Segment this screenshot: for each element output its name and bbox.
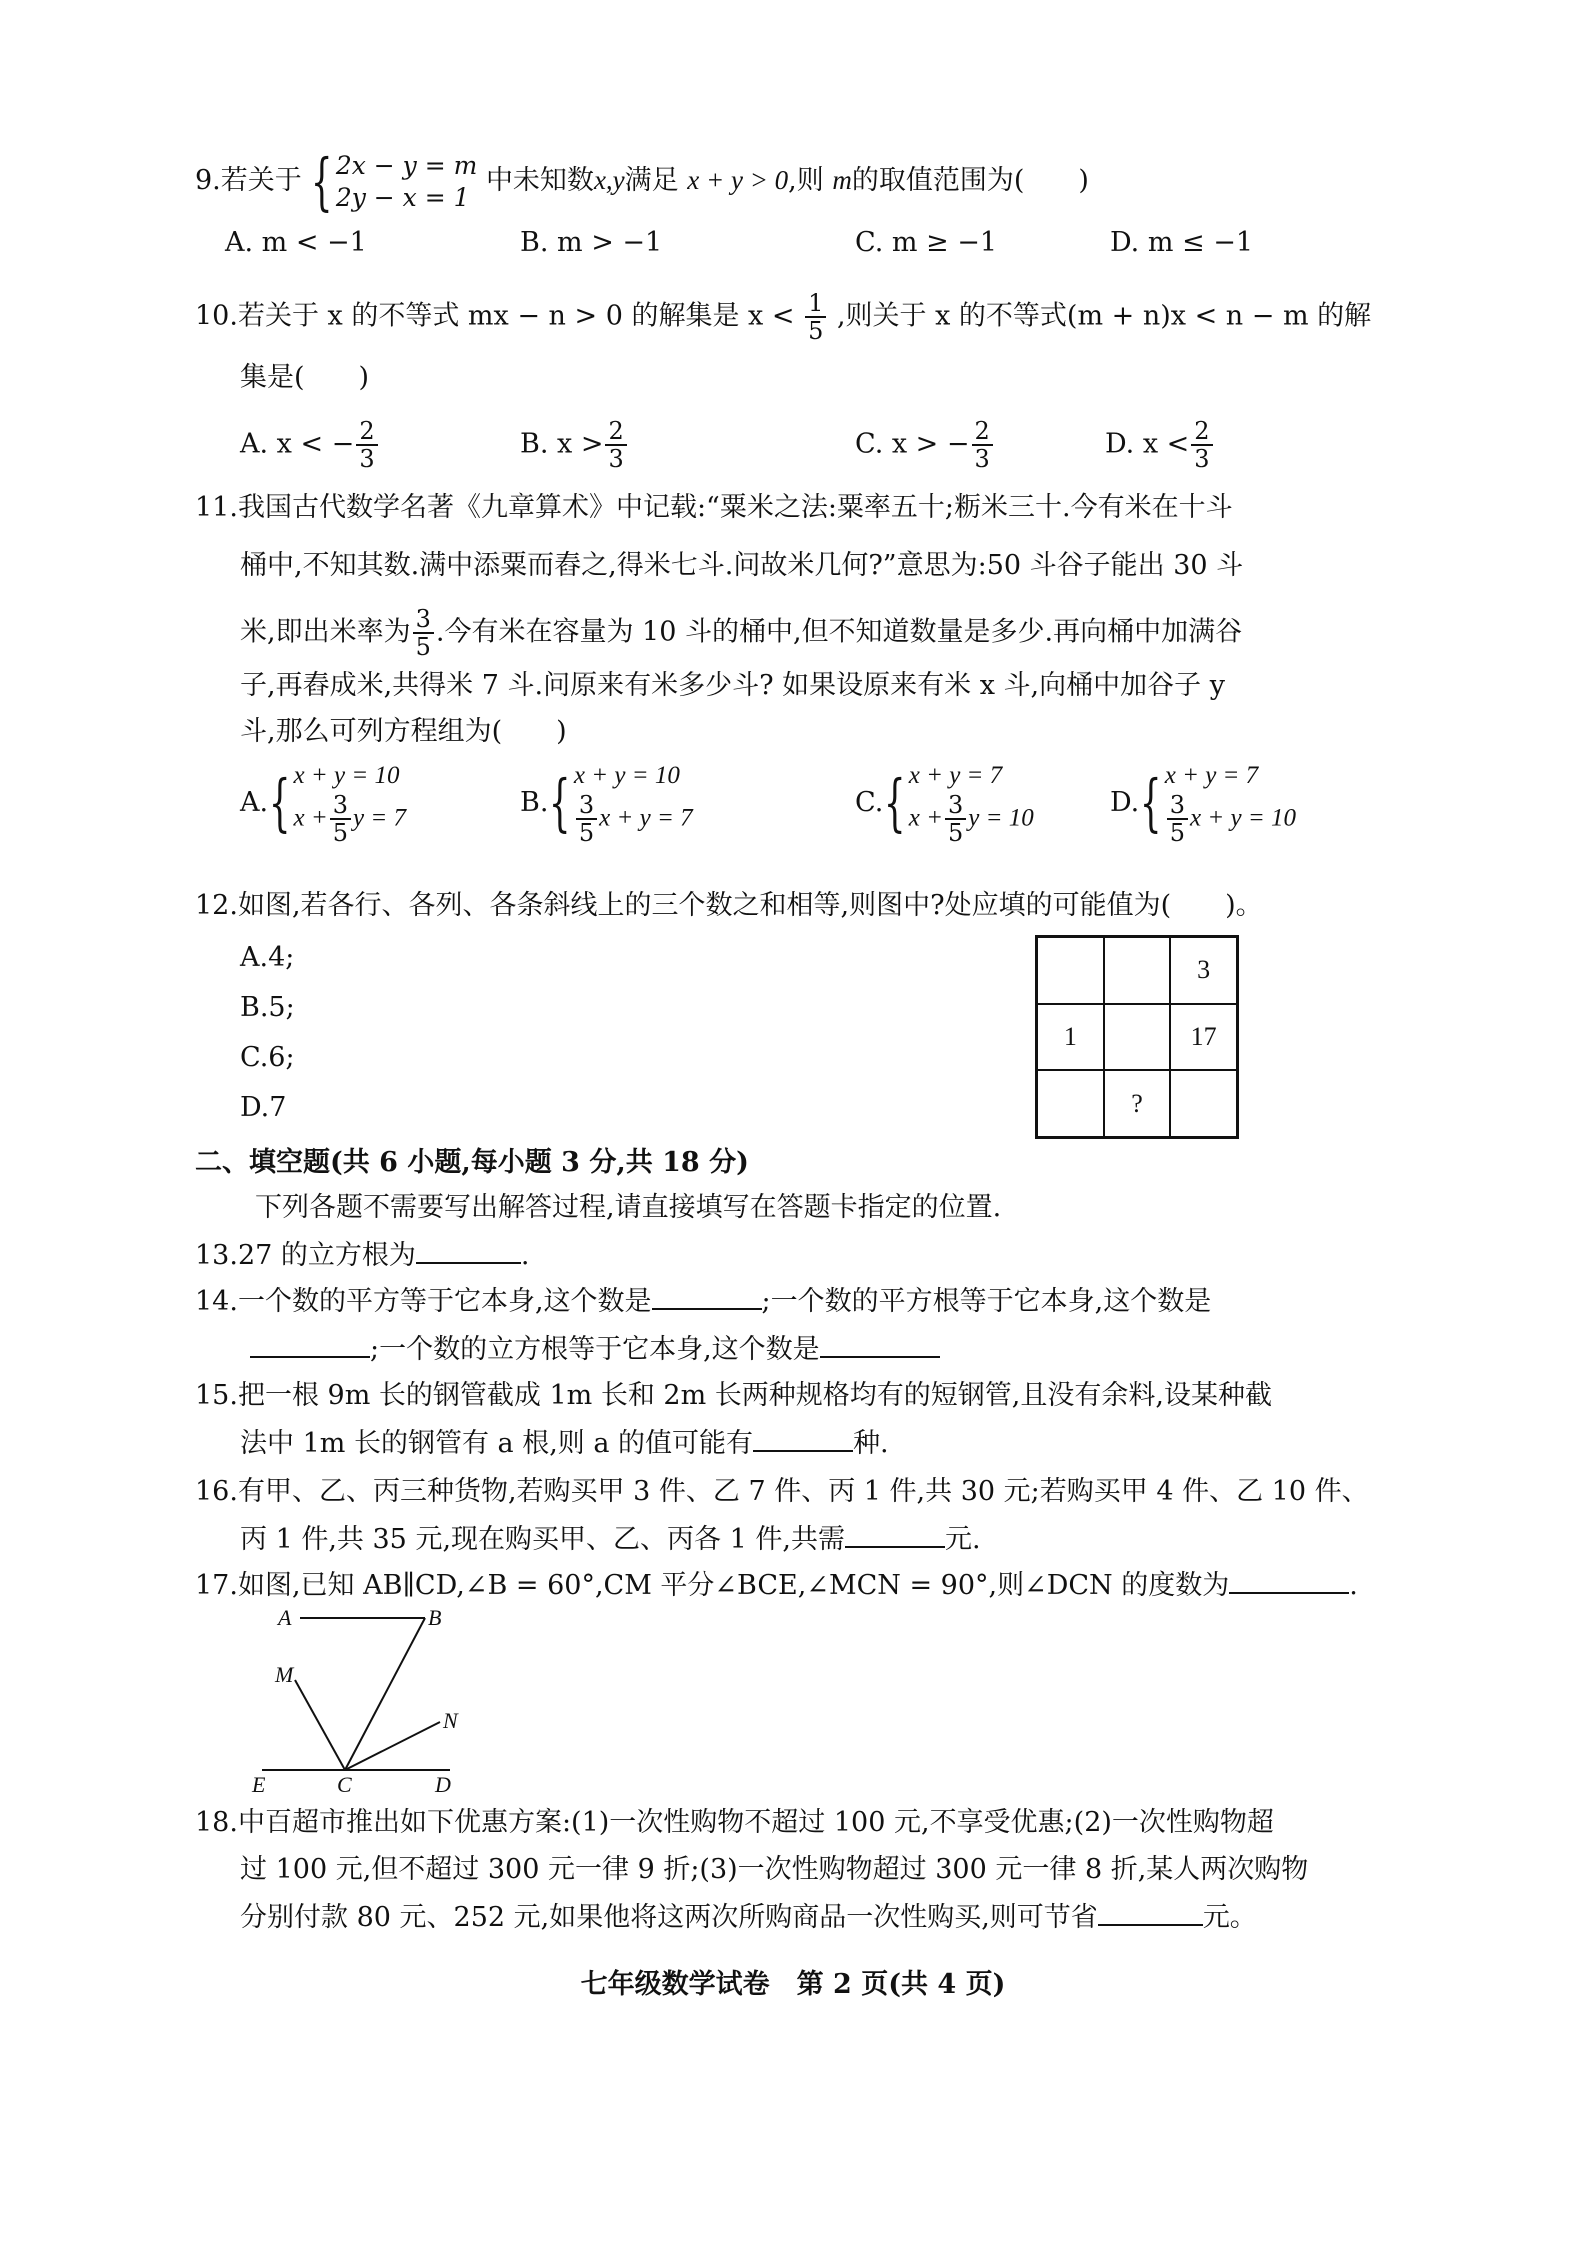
- q12-option-d: D.7: [240, 1092, 287, 1123]
- frac-den: 3: [359, 445, 375, 473]
- opt-frac: [605, 418, 626, 472]
- question-14-line2: [250, 1330, 940, 1368]
- q9-condition: x + y > 0: [687, 165, 789, 195]
- row2b: y = 7: [353, 804, 407, 832]
- q9-text3: 满足: [624, 165, 679, 196]
- q10-option-b: [520, 418, 629, 472]
- q9-text2: 中未知数: [485, 165, 594, 196]
- grid-cell: [1104, 937, 1171, 1004]
- row2b: x + y = 7: [599, 804, 693, 832]
- question-11-line3: [240, 606, 1242, 660]
- question-15-line1: 15.把一根 9m 长的钢管截成 1m 长和 2m 长两种规格均有的短钢管,且没有余料,设某种截: [195, 1380, 1272, 1411]
- q18-text-b: 元。: [1202, 1902, 1257, 1933]
- frac-num: 2: [1191, 418, 1212, 446]
- question-11-line1: 11.我国古代数学名著《九章算术》中记载:“粟米之法:粟率五十;粝米三十.今有米在十斗: [195, 492, 1233, 523]
- q9-option-d: D. m ≤ −1: [1110, 227, 1254, 258]
- q9-system: { 2x − y = m 2y − x = 1: [311, 144, 478, 218]
- frac-den: 3: [1194, 445, 1210, 473]
- q11-option-c: C. { x + y = 7 x + $\frac{3}{5}$ y = 10: [855, 762, 1034, 847]
- q12-option-b: B.5;: [240, 992, 295, 1023]
- question-14-line1: [195, 1282, 1211, 1320]
- answer-blank[interactable]: [250, 1330, 370, 1358]
- opt-label: B.: [520, 787, 549, 818]
- q17-end: .: [1349, 1570, 1358, 1601]
- q12-option-c: C.6;: [240, 1042, 295, 1073]
- frac-den: 3: [608, 445, 624, 473]
- frac-den: 3: [974, 445, 990, 473]
- frac-den: 5: [578, 819, 595, 847]
- frac-num: 3: [330, 792, 351, 820]
- q14-text-b: ;一个数的平方根等于它本身,这个数是: [761, 1286, 1212, 1317]
- label-B: B: [428, 1605, 442, 1630]
- q9-suffix: 的取值范围为( ): [851, 165, 1089, 196]
- q9-option-b: B. m > −1: [520, 227, 663, 258]
- segment-CB: [345, 1618, 425, 1770]
- frac-den: 5: [332, 819, 349, 847]
- q15-text-b: 种.: [853, 1428, 889, 1459]
- question-18-line1: 18.中百超市推出如下优惠方案:(1)一次性购物不超过 100 元,不享受优惠;(2)一次性购物超: [195, 1807, 1274, 1838]
- question-10: [195, 290, 1371, 344]
- question-13: [195, 1236, 529, 1274]
- answer-blank[interactable]: [845, 1520, 945, 1548]
- q10-fraction: [805, 290, 826, 344]
- q9-option-a: A. m < −1: [225, 227, 367, 258]
- frac-den: 5: [947, 819, 964, 847]
- answer-blank[interactable]: [1229, 1566, 1349, 1594]
- row1: x + y = 10: [573, 762, 680, 789]
- question-11-line2: 桶中,不知其数.满中添粟而舂之,得米七斗.问故米几何?”意思为:50 斗谷子能出 30 斗: [240, 550, 1244, 581]
- grid-cell: 1: [1037, 1004, 1104, 1071]
- row1: x + y = 10: [293, 762, 400, 789]
- q11-text3b: .今有米在容量为 10 斗的桶中,但不知道数量是多少.再向桶中加满谷: [435, 616, 1243, 648]
- row1: x + y = 7: [908, 762, 1003, 789]
- frac-num: 2: [972, 418, 993, 446]
- ray-CN: [345, 1722, 440, 1770]
- grid-cell: ?: [1104, 1070, 1171, 1137]
- opt-label: B. x >: [520, 428, 604, 460]
- row2a: x +: [908, 804, 943, 832]
- q9-eq1: 2x − y = m: [335, 150, 478, 180]
- q10-option-a: [240, 418, 380, 472]
- frac-num: 3: [576, 792, 597, 820]
- q9-text4: ,则: [788, 165, 824, 196]
- question-11-line4: 子,再舂成米,共得米 7 斗.问原来有米多少斗? 如果设原来有米 x 斗,向桶中加谷子 y: [240, 670, 1225, 701]
- q9-option-c: C. m ≥ −1: [855, 227, 998, 258]
- q10-option-d: [1105, 418, 1215, 472]
- opt-label: D.: [1110, 787, 1140, 818]
- question-16-line1: 16.有甲、乙、丙三种货物,若购买甲 3 件、乙 7 件、丙 1 件,共 30 元;若购买甲 4 件、乙 10 件、: [195, 1476, 1369, 1507]
- opt-label: A. x < −: [240, 428, 355, 460]
- frac-num: 3: [945, 792, 966, 820]
- frac-num: 2: [605, 418, 626, 446]
- question-15-line2: [240, 1424, 889, 1462]
- section-2-title: 二、填空题(共 6 小题,每小题 3 分,共 18 分): [195, 1147, 749, 1178]
- frac-num: 3: [1167, 792, 1188, 820]
- q11-option-d: D. { x + y = 7 $\frac{3}{5}$ x + y = 10: [1110, 762, 1296, 847]
- question-12: 12.如图,若各行、各列、各条斜线上的三个数之和相等,则图中?处应填的可能值为( )。: [195, 890, 1263, 921]
- q13-text: 13.27 的立方根为: [195, 1240, 416, 1271]
- label-A: A: [278, 1605, 292, 1630]
- grid-cell: [1037, 1070, 1104, 1137]
- q12-option-a: A.4;: [240, 942, 295, 973]
- row2b: y = 10: [968, 804, 1034, 832]
- q16-text-a: 丙 1 件,共 35 元,现在购买甲、乙、丙各 1 件,共需: [240, 1524, 845, 1555]
- label-E: E: [252, 1772, 266, 1797]
- opt-label: D. x <: [1105, 428, 1190, 460]
- frac-den: 5: [1169, 819, 1186, 847]
- grid-cell: [1170, 1070, 1237, 1137]
- q11-option-b: B. { x + y = 10 $\frac{3}{5}$ x + y = 7: [520, 762, 693, 847]
- q9-eq2: 2y − x = 1: [335, 182, 470, 212]
- question-18-line2: 过 100 元,但不超过 300 元一律 9 折;(3)一次性购物超过 300 元一律 8 折,某人两次购物: [240, 1854, 1309, 1885]
- q9-m: m: [832, 165, 852, 195]
- frac-num: 1: [805, 290, 826, 318]
- grid-cell: 3: [1170, 937, 1237, 1004]
- question-16-line2: [240, 1520, 981, 1558]
- label-N: N: [443, 1708, 458, 1733]
- q16-text-b: 元.: [944, 1524, 981, 1555]
- answer-blank[interactable]: [753, 1424, 853, 1452]
- opt-frac: [1191, 418, 1212, 472]
- opt-frac: [356, 418, 377, 472]
- row2b: x + y = 10: [1190, 804, 1296, 832]
- q10-text1: 10.若关于 x 的不等式 mx − n > 0 的解集是 x <: [195, 300, 795, 332]
- magic-square-grid: [1035, 935, 1239, 1139]
- q11-text3a: 米,即出米率为: [240, 616, 411, 648]
- question-11-line5: 斗,那么可列方程组为( ): [240, 716, 567, 747]
- row1: x + y = 7: [1164, 762, 1259, 789]
- row2a: x +: [293, 804, 328, 832]
- answer-blank[interactable]: [416, 1236, 521, 1264]
- grid-cell: 17: [1170, 1004, 1237, 1071]
- q14-text-a: 14.一个数的平方等于它本身,这个数是: [195, 1286, 652, 1317]
- q17-geometry-figure: [240, 1600, 500, 1800]
- answer-blank[interactable]: [1098, 1898, 1203, 1926]
- opt-label: A.: [240, 787, 269, 818]
- q9-vars: x,y: [593, 165, 625, 195]
- q11-fraction: [413, 606, 434, 660]
- opt-label: C.: [855, 787, 884, 818]
- frac-den: 5: [415, 633, 431, 661]
- opt-label: C. x > −: [855, 428, 970, 460]
- label-C: C: [337, 1772, 352, 1797]
- q15-text-a: 法中 1m 长的钢管有 a 根,则 a 的值可能有: [240, 1428, 754, 1459]
- ray-CM: [295, 1680, 345, 1770]
- frac-num: 3: [413, 606, 434, 634]
- answer-blank[interactable]: [820, 1330, 940, 1358]
- grid-cell: [1037, 937, 1104, 1004]
- question-10-line2: 集是( ): [240, 362, 370, 393]
- frac-den: 5: [808, 317, 824, 345]
- opt-frac: [972, 418, 993, 472]
- label-M: M: [275, 1662, 294, 1687]
- q10-text2: ,则关于 x 的不等式(m + n)x < n − m 的解: [836, 300, 1372, 332]
- answer-blank[interactable]: [652, 1282, 762, 1310]
- q11-option-a: A. { x + y = 10 x + $\frac{3}{5}$ y = 7: [240, 762, 407, 847]
- q14-text-c: ;一个数的立方根等于它本身,这个数是: [370, 1334, 820, 1365]
- grid-cell: [1104, 1004, 1171, 1071]
- q9-text: 9.若关于: [195, 165, 302, 196]
- q17-text: 17.如图,已知 AB∥CD,∠B = 60°,CM 平分∠BCE,∠MCN = 90°,则∠DCN 的度数为: [195, 1570, 1230, 1601]
- q10-option-c: [855, 418, 995, 472]
- section-2-note: 下列各题不需要写出解答过程,请直接填写在答题卡指定的位置.: [255, 1192, 1002, 1223]
- q18-text-a: 分别付款 80 元、252 元,如果他将这两次所购商品一次性购买,则可节省: [240, 1902, 1098, 1933]
- q13-end: .: [520, 1240, 530, 1271]
- question-18-line3: [240, 1898, 1257, 1936]
- question-17: [195, 1566, 1358, 1604]
- frac-num: 2: [356, 418, 377, 446]
- label-D: D: [435, 1772, 451, 1797]
- page-footer: 七年级数学试卷 第 2 页(共 4 页): [580, 1969, 1006, 2000]
- question-9: [195, 145, 1089, 216]
